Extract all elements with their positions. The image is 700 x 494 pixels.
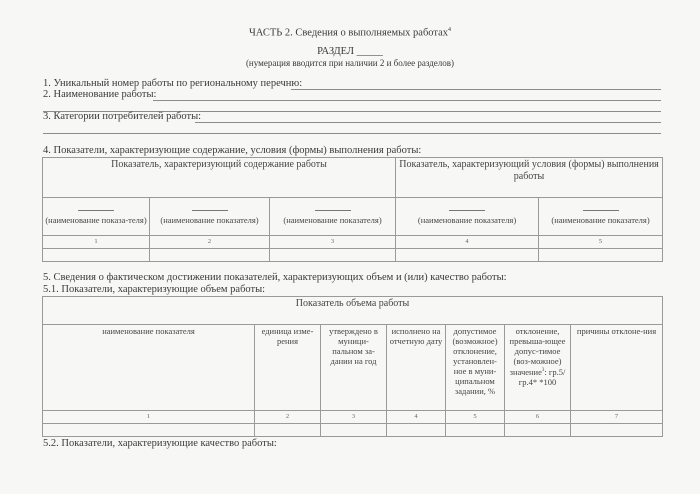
indicator-name-cell-1[interactable] xyxy=(43,198,150,236)
part-title-footnote: 4 xyxy=(448,27,452,33)
field-consumer-categories-line-2[interactable] xyxy=(43,133,661,134)
data-cell[interactable] xyxy=(571,424,663,437)
data-cell[interactable] xyxy=(43,424,255,437)
blank-line xyxy=(449,210,485,211)
excess-deviation-formula: : гр.5/гр.4* *100 xyxy=(518,366,566,387)
data-cell[interactable] xyxy=(505,424,571,437)
blank-line xyxy=(78,210,114,211)
field-consumer-categories-line[interactable] xyxy=(195,122,661,123)
data-cell[interactable] xyxy=(255,424,321,437)
section5-volume-table xyxy=(42,296,663,437)
indicator-name-cell-2[interactable] xyxy=(150,198,270,236)
excess-deviation-footnote: 3 xyxy=(541,368,545,373)
indicator-name-caption: (наименование показателя) xyxy=(160,215,259,225)
section-note: (нумерация вводится при наличии 2 и более разделов) xyxy=(245,58,455,68)
data-cell[interactable] xyxy=(446,424,505,437)
column-number: 2 xyxy=(150,236,270,249)
field-unique-number-label: 1. Уникальный номер работы по региональному перечню: xyxy=(43,78,303,89)
column-number: 3 xyxy=(270,236,396,249)
indicator-name-cell-4[interactable] xyxy=(396,198,539,236)
column-header-allowed-deviation: допустимое (возможное) отклонение, установлен-ное в муни-ципальном задании, % xyxy=(446,325,505,411)
blank-line xyxy=(192,210,228,211)
blank-line xyxy=(315,210,351,211)
column-number: 3 xyxy=(321,411,387,424)
column-header-excess-deviation xyxy=(505,325,571,411)
indicator-name-caption: (наименование показателя) xyxy=(283,215,382,225)
column-number: 2 xyxy=(255,411,321,424)
excess-deviation-text: отклонение, превыша-ющее допус-тимое (воз-можное) значение xyxy=(509,326,566,377)
column-number: 4 xyxy=(396,236,539,249)
field-work-name-label: 2. Наименование работы: xyxy=(43,89,157,100)
data-cell[interactable] xyxy=(539,249,663,262)
indicator-name-caption: (наименование показателя) xyxy=(417,215,517,225)
section4-table xyxy=(42,157,663,262)
group-conditions-header: Показатель, характеризующий условия (формы) выполнения работы xyxy=(396,158,663,198)
indicator-name-caption: (наименование показателя) xyxy=(551,215,650,225)
data-cell[interactable] xyxy=(270,249,396,262)
data-cell[interactable] xyxy=(43,249,150,262)
field-consumer-categories-label: 3. Категории потребителей работы: xyxy=(43,111,202,122)
column-number: 7 xyxy=(571,411,663,424)
part-title-text: ЧАСТЬ 2. Сведения о выполняемых работах xyxy=(248,27,449,39)
indicator-name-cell-5[interactable] xyxy=(539,198,663,236)
data-cell[interactable] xyxy=(321,424,387,437)
data-cell[interactable] xyxy=(150,249,270,262)
column-number: 4 xyxy=(387,411,446,424)
group-content-header: Показатель, характеризующий содержание работы xyxy=(43,158,396,198)
section-label: РАЗДЕЛ _____ xyxy=(317,46,383,57)
field-work-name-line[interactable] xyxy=(153,100,661,101)
section4-heading: 4. Показатели, характеризующие содержание, условия (формы) выполнения работы: xyxy=(43,145,422,156)
column-header-executed: исполнено на отчетную дату xyxy=(387,325,446,411)
column-number: 1 xyxy=(43,236,150,249)
column-number: 5 xyxy=(446,411,505,424)
column-header-indicator-name: наименование показателя xyxy=(43,325,255,411)
indicator-name-caption: (наименование показа-теля) xyxy=(45,215,147,225)
data-cell[interactable] xyxy=(387,424,446,437)
part-title xyxy=(0,27,700,39)
section5-1-heading: 5.1. Показатели, характеризующие объем работы: xyxy=(43,284,266,295)
column-header-reasons: причины отклоне-ния xyxy=(571,325,663,411)
column-header-approved: утверждено в муници-пальном за-дании на год xyxy=(321,325,387,411)
section5-2-heading: 5.2. Показатели, характеризующие качество работы: xyxy=(43,438,277,449)
section5-heading: 5. Сведения о фактическом достижении показателей, характеризующих объем и (или) качество работы: xyxy=(43,272,507,283)
data-cell[interactable] xyxy=(396,249,539,262)
column-header-unit: единица изме-рения xyxy=(255,325,321,411)
indicator-name-cell-3[interactable] xyxy=(270,198,396,236)
group-volume-header: Показатель объема работы xyxy=(43,297,663,325)
field-unique-number-line[interactable] xyxy=(291,89,661,90)
column-number: 6 xyxy=(505,411,571,424)
column-number: 1 xyxy=(43,411,255,424)
blank-line xyxy=(583,210,619,211)
column-number: 5 xyxy=(539,236,663,249)
